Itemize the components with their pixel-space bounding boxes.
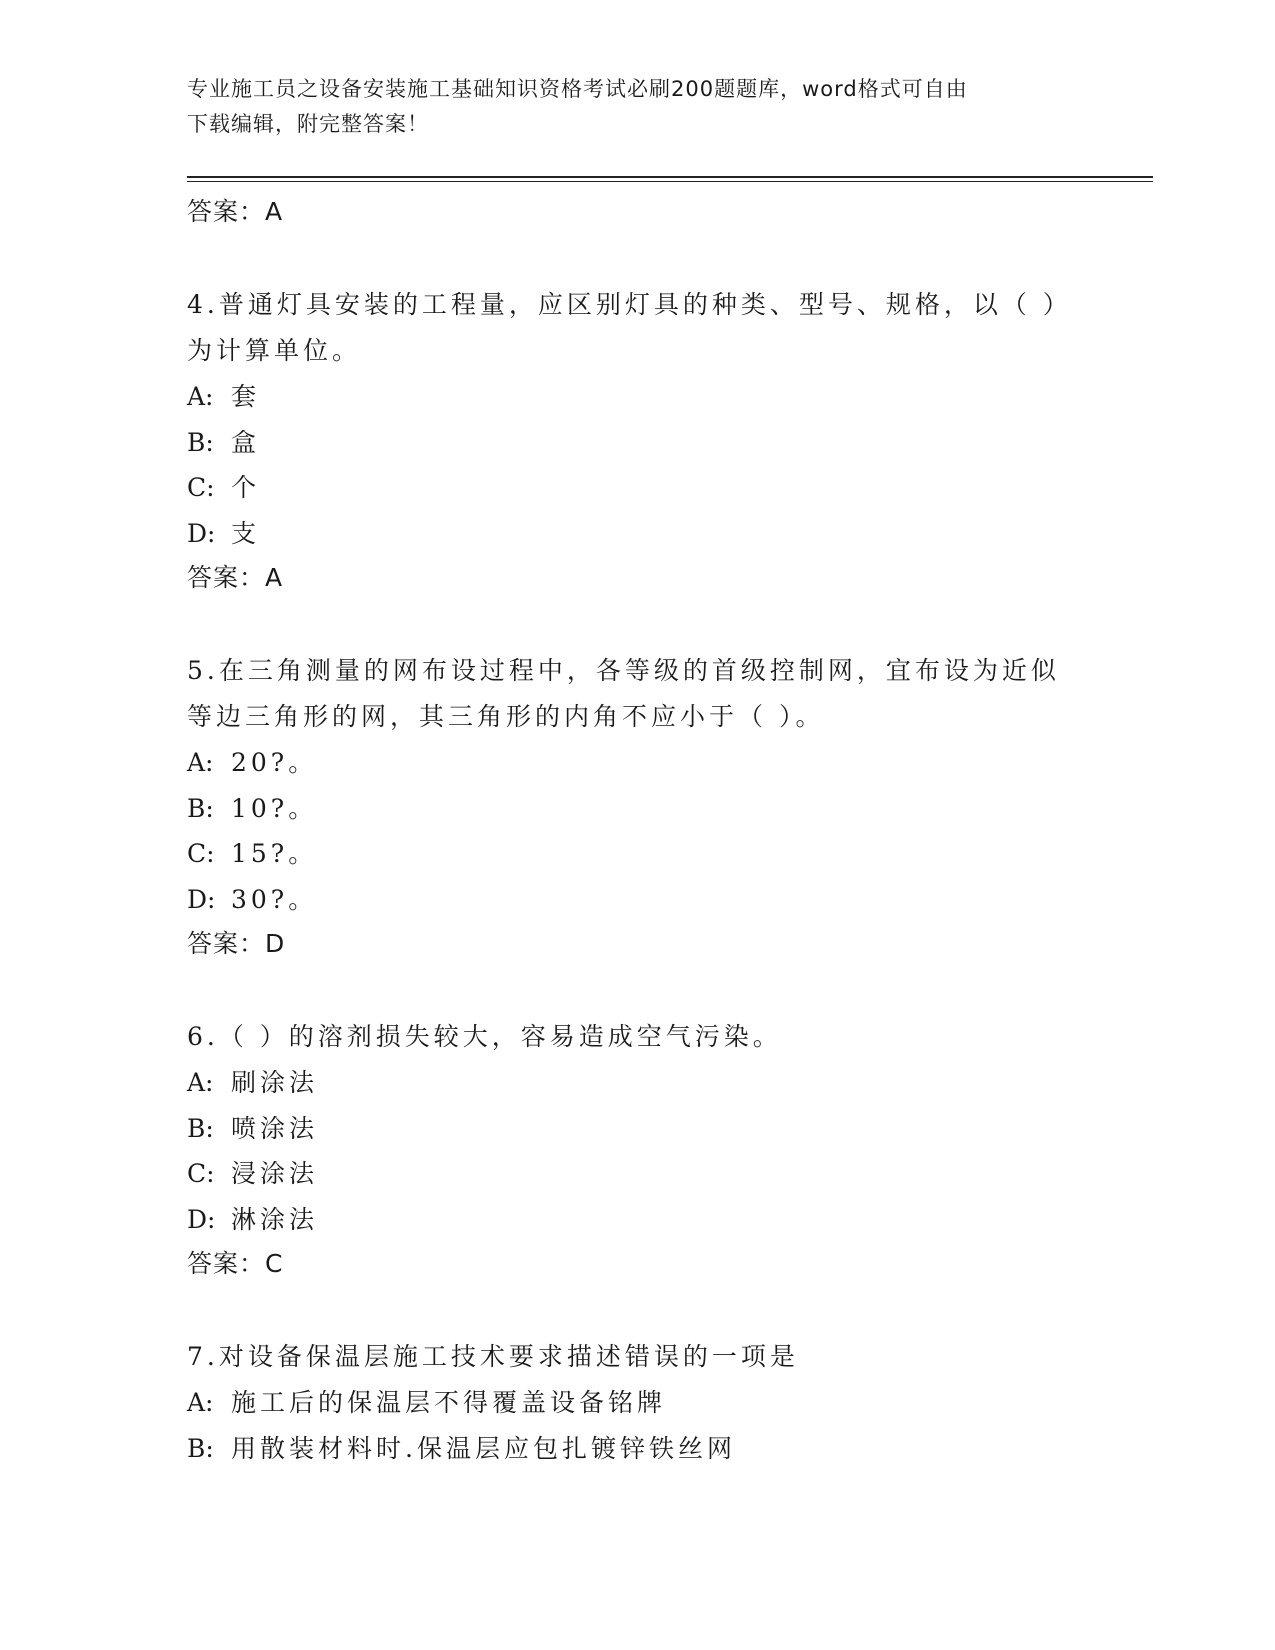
- question-6: [187, 1014, 1067, 1286]
- option-b: [187, 1426, 1067, 1472]
- question-stem: 5.在三角测量的网布设过程中，各等级的首级控制网，宜布设为近似等边三角形的网，其三角形的内角不应小于（ ）。: [187, 656, 1060, 731]
- option-key: A:: [187, 382, 214, 411]
- previous-answer: 答案：A: [187, 197, 284, 226]
- option-key: D:: [187, 1204, 216, 1234]
- page-header: [187, 72, 1087, 142]
- option-text: 20?。: [231, 748, 318, 777]
- option-d: [187, 511, 1067, 557]
- option-key: B:: [187, 1433, 214, 1463]
- option-text: 30?。: [231, 884, 318, 914]
- option-a: [187, 1380, 1067, 1426]
- option-a: [187, 1060, 1067, 1106]
- option-text: 盒: [231, 427, 261, 457]
- option-text: 10?。: [231, 793, 318, 823]
- answer-line: 答案：D: [187, 929, 286, 958]
- option-text: 刷涂法: [231, 1068, 319, 1097]
- option-text: 15?。: [231, 839, 318, 868]
- question-list: [187, 190, 1067, 1519]
- answer-line: 答案：C: [187, 1249, 284, 1278]
- option-key: A:: [187, 1068, 214, 1097]
- option-text: 套: [231, 382, 261, 411]
- option-text: 喷涂法: [231, 1113, 319, 1143]
- option-text: 用散装材料时.保温层应包扎镀锌铁丝网: [231, 1433, 736, 1463]
- option-key: C:: [187, 473, 215, 502]
- option-key: B:: [187, 793, 214, 823]
- question-5: [187, 648, 1067, 966]
- option-c: [187, 831, 1067, 877]
- question-4: [187, 282, 1067, 600]
- option-key: C:: [187, 1159, 215, 1188]
- option-text: 淋涂法: [231, 1204, 319, 1234]
- option-key: D:: [187, 884, 216, 914]
- option-d: [187, 1197, 1067, 1243]
- question-stem: 4.普通灯具安装的工程量，应区别灯具的种类、型号、规格，以（ ）为计算单位。: [187, 290, 1060, 365]
- option-key: D:: [187, 518, 216, 548]
- question-stem: 6.（ ）的溶剂损失较大，容易造成空气污染。: [187, 1022, 782, 1051]
- option-b: [187, 1106, 1067, 1152]
- header-divider-thin: [187, 181, 1153, 182]
- option-key: A:: [187, 1388, 214, 1417]
- question-7: [187, 1334, 1067, 1471]
- option-key: C:: [187, 839, 215, 868]
- option-b: [187, 420, 1067, 466]
- option-a: [187, 374, 1067, 420]
- option-b: [187, 786, 1067, 832]
- option-key: B:: [187, 1113, 214, 1143]
- option-text: 浸涂法: [231, 1159, 319, 1188]
- option-a: [187, 740, 1067, 786]
- header-title-line1: 专业施工员之设备安装施工基础知识资格考试必刷200题题库，word格式可自由: [187, 77, 968, 101]
- option-c: [187, 1151, 1067, 1197]
- question-stem: 7.对设备保温层施工技术要求描述错误的一项是: [187, 1342, 799, 1371]
- option-text: 个: [231, 473, 261, 502]
- option-text: 支: [231, 518, 261, 548]
- option-key: B:: [187, 427, 214, 457]
- header-divider-thick: [187, 176, 1153, 178]
- option-key: A:: [187, 748, 214, 777]
- header-title-line2: 下载编辑，附完整答案！: [187, 112, 429, 136]
- option-text: 施工后的保温层不得覆盖设备铭牌: [231, 1388, 667, 1417]
- option-c: [187, 465, 1067, 511]
- answer-line: 答案：A: [187, 563, 284, 592]
- option-d: [187, 877, 1067, 923]
